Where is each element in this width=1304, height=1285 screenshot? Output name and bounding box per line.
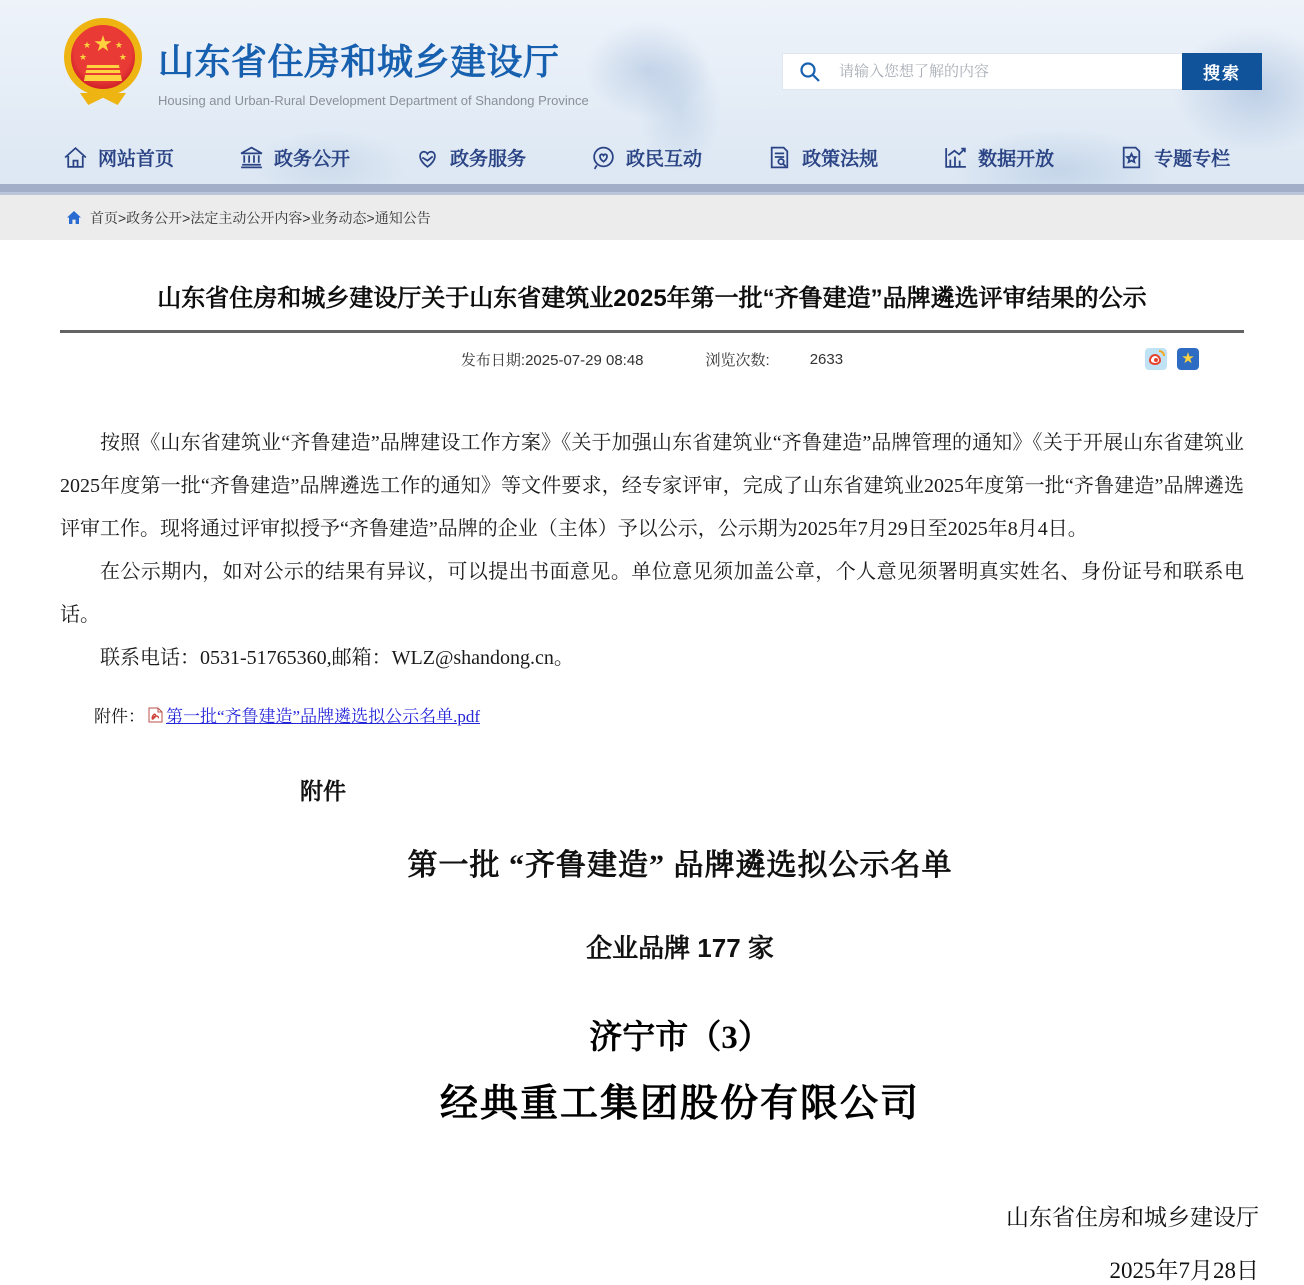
title-divider (60, 330, 1244, 333)
header-row (0, 0, 1304, 130)
breadcrumb-path: 首页>政务公开>法定主动公开内容>业务动态>通知公告 (90, 209, 431, 226)
document-subtitle: 企业品牌 177 家 (586, 933, 774, 963)
policy-doc-icon (766, 144, 793, 171)
gov-building-icon (238, 144, 265, 171)
document-annex-label: 附件 (300, 778, 346, 804)
home-icon (62, 144, 89, 171)
search-bar (782, 53, 1262, 90)
site-title: 山东省住房和城乡建设厅 (158, 41, 560, 82)
nav-item-label: 网站首页 (98, 148, 175, 170)
publish-date-label: 发布日期: (460, 351, 526, 369)
weibo-pupil-icon (1154, 358, 1158, 362)
emblem-small-star-icon: ★ (118, 52, 127, 62)
qzone-share-icon[interactable]: ★ (1177, 348, 1199, 370)
search-input[interactable] (782, 53, 1182, 90)
breadcrumb-home-icon (66, 210, 82, 225)
publish-date (461, 349, 644, 370)
emblem-small-star-icon: ★ (114, 40, 123, 50)
article-container (0, 278, 1304, 1127)
nav-item-label: 政策法规 (802, 148, 879, 170)
weibo-spark-icon (1159, 350, 1165, 356)
attachment-label: 附件： (94, 707, 145, 726)
emblem-gate-icon (84, 65, 122, 81)
nav-item-open-data[interactable] (942, 144, 1054, 171)
nav-item-gov-open[interactable] (238, 144, 350, 171)
article-meta (60, 346, 1244, 372)
nav-item-gov-service[interactable] (414, 144, 526, 171)
nav-item-label: 数据开放 (978, 148, 1055, 170)
views-label: 浏览次数: (705, 351, 770, 369)
emblem-small-star-icon: ★ (79, 52, 88, 62)
nav-item-label: 政务服务 (450, 148, 527, 170)
pdf-file-icon (148, 707, 163, 723)
nav-item-special-columns[interactable] (1118, 144, 1230, 171)
search-icon (798, 60, 822, 84)
main-nav (0, 130, 1304, 184)
nav-item-label: 政务公开 (274, 148, 351, 170)
interact-heart-icon (590, 144, 617, 171)
nav-item-interaction[interactable] (590, 144, 702, 171)
attachment-row (60, 702, 1244, 727)
nav-item-policy[interactable] (766, 144, 878, 171)
emblem-small-star-icon: ★ (83, 40, 92, 50)
special-column-icon (1118, 144, 1145, 171)
publish-date-value: 2025-07-29 08:48 (525, 351, 644, 369)
signature-date: 2025年7月28日 (1109, 1258, 1259, 1283)
site-subtitle: Housing and Urban-Rural Development Department of Shandong Province (158, 93, 589, 108)
article-title: 山东省住房和城乡建设厅关于山东省建筑业2025年第一批“齐鲁建造”品牌遴选评审结果的公示 (157, 285, 1147, 312)
site-header (0, 0, 1304, 184)
paragraph: 联系电话：0531-51765360,邮箱：WLZ@shandong.cn。 (100, 647, 574, 669)
document-title: 第一批 “齐鲁建造” 品牌遴选拟公示名单 (407, 849, 953, 882)
document-company-name: 经典重工集团股份有限公司 (439, 1083, 920, 1125)
nav-item-label: 专题专栏 (1154, 148, 1231, 170)
document-signature-block (0, 1199, 1304, 1285)
paragraph: 按照《山东省建筑业“齐鲁建造”品牌建设工作方案》《关于加强山东省建筑业“齐鲁建造”品牌管理的通知》《关于开展山东省建筑业2025年度第一批“齐鲁建造”品牌遴选工作的通知》等文件要求，经专家评审，完成了山东省建筑业2025年度第一批“齐鲁建造”品牌遴选评审工作。现将通过评审拟授予“齐鲁建造”品牌的企业（主体）予以公示，公示期为2025年7月29日至2025年8月4日。 (60, 432, 1244, 540)
search-button[interactable]: 搜索 (1182, 53, 1262, 90)
article-body (60, 422, 1244, 680)
paragraph: 在公示期内，如对公示的结果有异议，可以提出书面意见。单位意见须加盖公章，个人意见须署明真实姓名、身份证号和联系电话。 (60, 561, 1244, 626)
site-titles (158, 34, 589, 108)
emblem-ribbon (80, 93, 126, 105)
weibo-share-icon[interactable] (1145, 348, 1167, 370)
signature-org: 山东省住房和城乡建设厅 (1006, 1205, 1259, 1230)
document-center-block (88, 840, 1272, 1127)
national-emblem-logo (64, 18, 142, 96)
share-buttons (1145, 348, 1199, 370)
data-chart-icon (942, 144, 969, 171)
emblem-star-icon: ★ (93, 31, 113, 56)
attachment-link[interactable]: 第一批“齐鲁建造”品牌遴选拟公示名单.pdf (166, 707, 481, 726)
service-heart-icon (414, 144, 441, 171)
nav-item-label: 政民互动 (626, 148, 703, 170)
document-city-heading: 济宁市（3） (589, 1020, 771, 1056)
embedded-document (60, 773, 1244, 1127)
nav-item-home[interactable] (62, 144, 174, 171)
divider-band-dark (0, 184, 1304, 192)
views-count: 2633 (809, 350, 844, 368)
breadcrumb[interactable] (0, 195, 1304, 240)
